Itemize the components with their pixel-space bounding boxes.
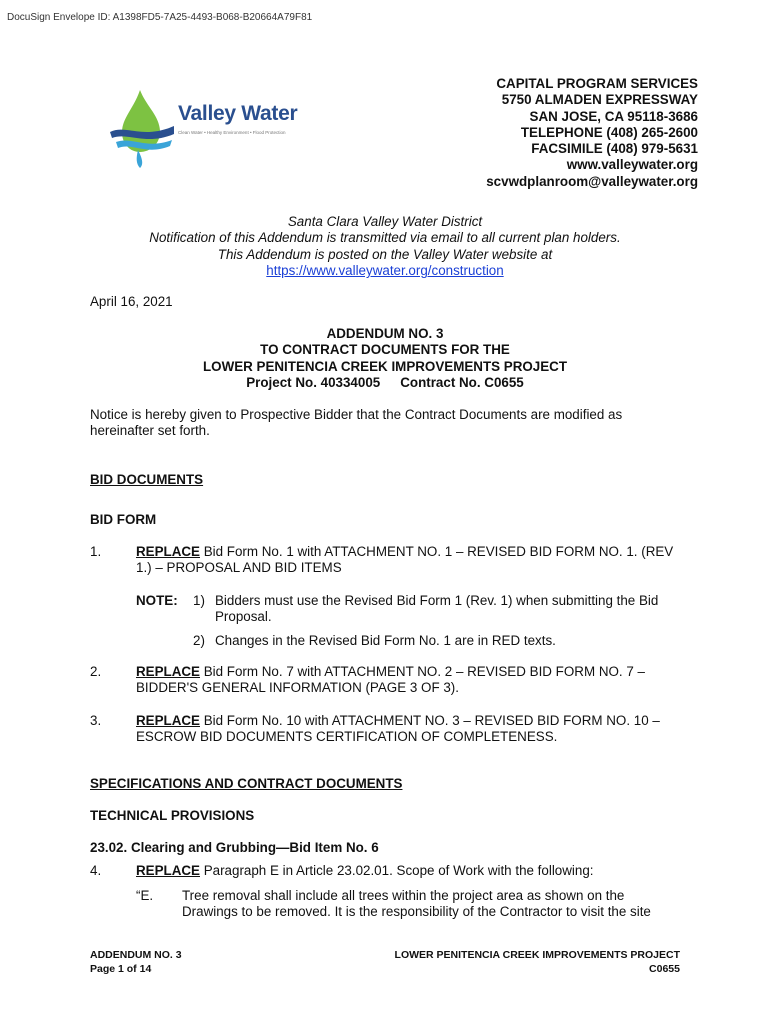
logo-wordmark: Valley Water [178, 102, 298, 125]
heading-specifications: SPECIFICATIONS AND CONTRACT DOCUMENTS [90, 776, 403, 791]
heading-bid-form: BID FORM [90, 512, 157, 527]
address-website: www.valleywater.org [566, 157, 698, 173]
address-email: scvwdplanroom@valleywater.org [486, 173, 698, 189]
notice-block [0, 214, 770, 280]
footer-left [90, 948, 182, 976]
date: April 16, 2021 [90, 294, 173, 309]
address-line: TELEPHONE (408) 265-2600 [520, 124, 698, 140]
heading-bid-documents: BID DOCUMENTS [90, 472, 204, 487]
replace-keyword: REPLACE [136, 863, 200, 878]
valley-water-logo [102, 80, 302, 170]
address-line: 5750 ALMADEN EXPRESSWAY [501, 92, 698, 108]
footer-right [395, 948, 680, 976]
contract-number: Contract No. C0655 [400, 375, 524, 391]
page-number: Page 1 of 14 [90, 963, 152, 975]
item-number: 2. [90, 664, 102, 679]
envelope-id: DocuSign Envelope ID: A1398FD5-7A25-4493-B068-B20664A79F81 [7, 12, 313, 23]
project-number: Project No. 40334005 [246, 375, 381, 391]
address-block [486, 76, 698, 190]
item-body: Paragraph E in Article 23.02.01. Scope of Work with the following: [200, 863, 594, 878]
item-number: 1. [90, 544, 102, 559]
notice-line: Notification of this Addendum is transmitted via email to all current plan holders. [149, 230, 621, 246]
footer-addendum: ADDENDUM NO. 3 [90, 949, 182, 961]
item-body: Bid Form No. 10 with ATTACHMENT NO. 3 – REVISED BID FORM NO. 10 – ESCROW BID DOCUMENTS CERTIFICATION OF COMPLETENESS. [136, 713, 660, 745]
item-text [136, 863, 676, 879]
item-text [136, 664, 676, 697]
title-line: TO CONTRACT DOCUMENTS FOR THE [260, 342, 510, 358]
construction-link[interactable]: https://www.valleywater.org/construction [266, 263, 504, 279]
address-line: SAN JOSE, CA 95118-3686 [529, 108, 698, 124]
note-label: NOTE: [136, 593, 178, 608]
title-line: LOWER PENITENCIA CREEK IMPROVEMENTS PROJECT [202, 358, 568, 374]
notice-line: This Addendum is posted on the Valley Water website at [217, 246, 553, 262]
item-number: 3. [90, 713, 102, 728]
item-text [136, 713, 676, 746]
quote-mark: “E. [136, 888, 154, 903]
water-drop-icon [102, 80, 182, 170]
addendum-title [0, 326, 770, 392]
note-number: 1) [193, 593, 205, 608]
footer-project: LOWER PENITENCIA CREEK IMPROVEMENTS PROJECT [394, 949, 680, 961]
title-line: ADDENDUM NO. 3 [326, 326, 444, 341]
footer-contract: C0655 [649, 963, 680, 975]
replace-keyword: REPLACE [136, 664, 200, 679]
address-line: CAPITAL PROGRAM SERVICES [496, 76, 698, 91]
intro-paragraph: Notice is hereby given to Prospective Bidder that the Contract Documents are modified as hereinafter set forth. [90, 407, 623, 439]
item-number: 4. [90, 863, 102, 878]
district-name: Santa Clara Valley Water District [287, 214, 483, 229]
replace-keyword: REPLACE [136, 713, 200, 728]
note-number: 2) [193, 633, 205, 648]
item-body: Bid Form No. 1 with ATTACHMENT NO. 1 – REVISED BID FORM NO. 1. (REV 1.) – PROPOSAL AND BID ITEMS [136, 544, 674, 576]
item-text [136, 544, 676, 577]
note-text: Bidders must use the Revised Bid Form 1 (Rev. 1) when submitting the Bid Proposal. [215, 593, 659, 625]
note-text: Changes in the Revised Bid Form No. 1 are in RED texts. [215, 633, 556, 648]
replace-keyword: REPLACE [136, 544, 200, 559]
section-heading: 23.02. Clearing and Grubbing—Bid Item No. 6 [90, 840, 379, 855]
item-body: Bid Form No. 7 with ATTACHMENT NO. 2 – REVISED BID FORM NO. 7 – BIDDER'S GENERAL INFORMATION (PAGE 3 OF 3). [136, 664, 645, 696]
address-line: FACSIMILE (408) 979-5631 [531, 141, 698, 157]
quote-text: Tree removal shall include all trees within the project area as shown on the Drawings to be removed. It is the responsibility of the Contractor to visit the site [182, 888, 651, 920]
logo-tagline: Clean Water • Healthy Environment • Flood Protection [178, 130, 286, 135]
heading-technical-provisions: TECHNICAL PROVISIONS [90, 808, 255, 823]
